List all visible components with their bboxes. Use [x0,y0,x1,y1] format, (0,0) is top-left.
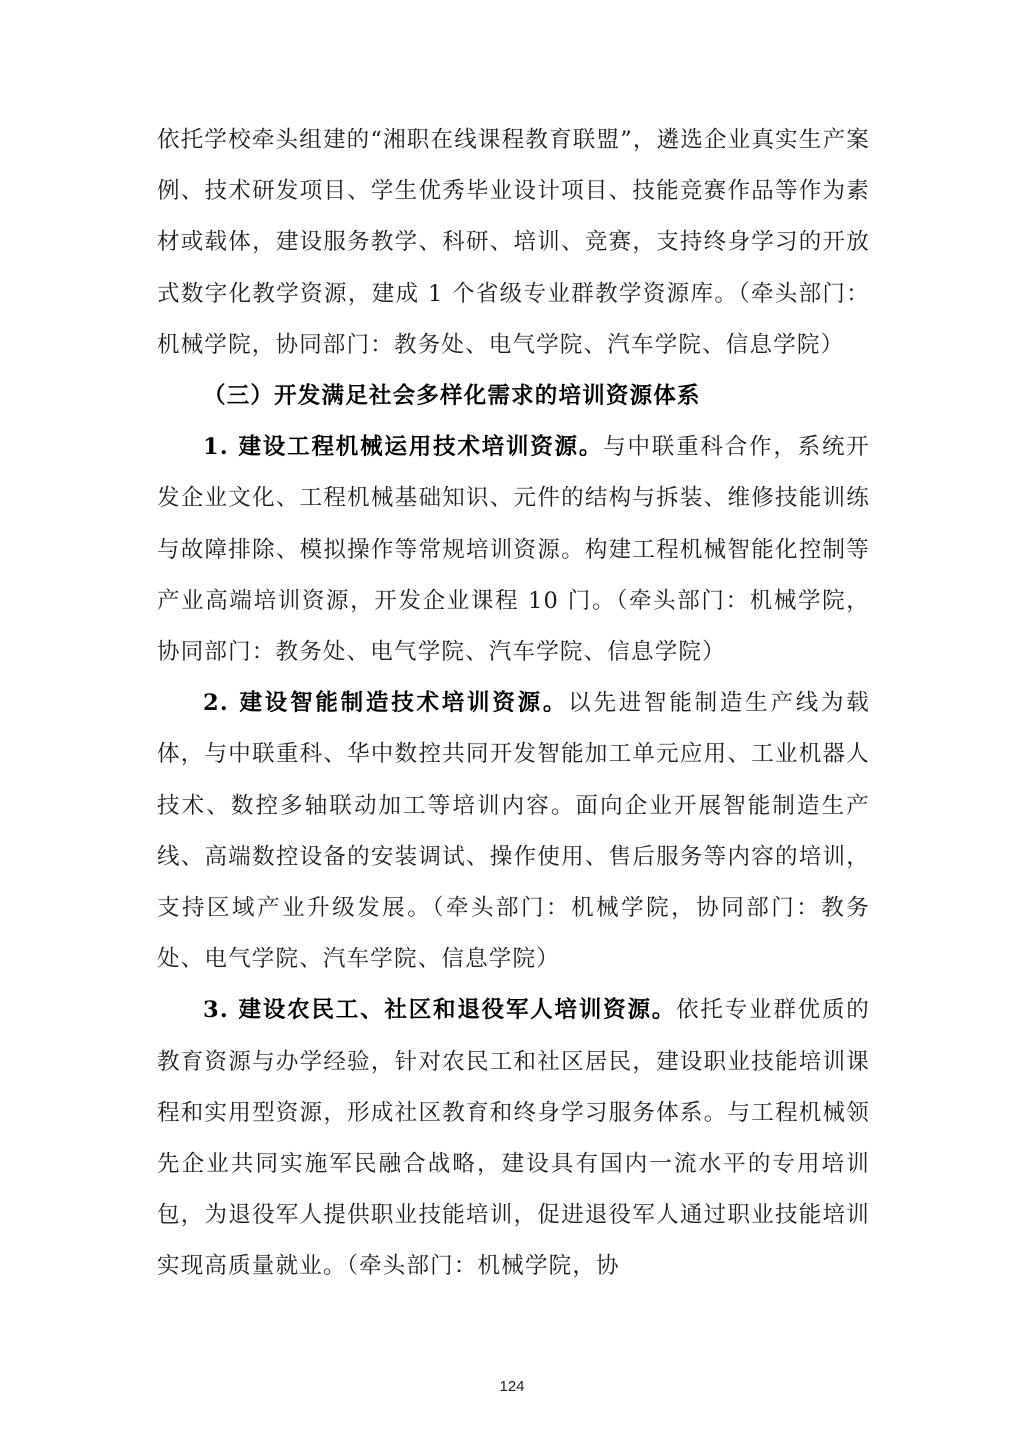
item-paragraph-2 [157,678,870,985]
item-body-2: 以先进智能制造生产线为载体，与中联重科、华中数控共同开发智能加工单元应用、工业机器人技术、数控多轴联动加工等培训内容。面向企业开展智能制造生产线、高端数控设备的安装调试、操作使用、售后服务等内容的培训，支持区域产业升级发展。（牵头部门：机械学院，协同部门：教务处、电气学院、汽车学院、信息学院） [157,690,870,973]
page-body [157,115,870,1293]
page-number: 124 [499,1378,525,1395]
item-lead-1: 1. 建设工程机械运用技术培训资源。 [203,434,604,461]
item-paragraph-3 [157,985,870,1292]
item-lead-2: 2. 建设智能制造技术培训资源。 [203,690,569,717]
item-paragraph-1 [157,422,870,678]
item-body-3: 依托专业群优质的教育资源与办学经验，针对农民工和社区居民，建设职业技能培训课程和实用型资源，形成社区教育和终身学习服务体系。与工程机械领先企业共同实施军民融合战略，建设具有国内一流水平的专用培训包，为退役军人提供职业技能培训，促进退役军人通过职业技能培训实现高质量就业。（牵头部门：机械学院，协 [157,997,870,1280]
item-body-1: 与中联重科合作，系统开发企业文化、工程机械基础知识、元件的结构与拆装、维修技能训练与故障排除、模拟操作等常规培训资源。构建工程机械智能化控制等产业高端培训资源，开发企业课程 10 门。（牵头部门：机械学院，协同部门：教务处、电气学院、汽车学院、信息学院） [157,434,870,666]
item-lead-3: 3. 建设农民工、社区和退役军人培训资源。 [203,997,677,1024]
section-heading: （三）开发满足社会多样化需求的培训资源体系 [203,383,701,410]
intro-paragraph: 依托学校牵头组建的“湘职在线课程教育联盟”，遴选企业真实生产案例、技术研发项目、学生优秀毕业设计项目、技能竞赛作品等作为素材或载体，建设服务教学、科研、培训、竞赛，支持终身学习的开放式数字化教学资源，建成 1 个省级专业群教学资源库。（牵头部门：机械学院，协同部门：教务处、电气学院、汽车学院、信息学院） [157,127,870,358]
